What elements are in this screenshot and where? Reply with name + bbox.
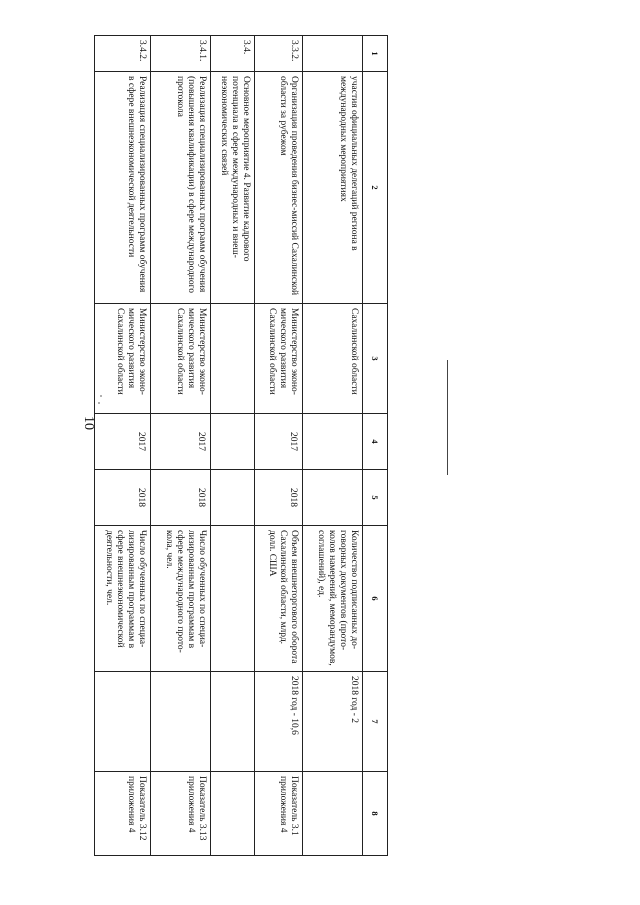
- event-name: Организация проведения бизнес-миссий Сахалинской области за рубежом: [255, 72, 303, 304]
- executor: Министерство экономического развития Сахалинской области: [151, 304, 211, 414]
- table-frame: [102, 35, 388, 855]
- end-year: [211, 470, 255, 526]
- executor: [211, 304, 255, 414]
- start-year: [303, 414, 363, 470]
- indicator-link: [303, 772, 363, 856]
- table-row: [151, 36, 211, 856]
- end-year: 2018: [255, 470, 303, 526]
- end-year: 2018: [151, 470, 211, 526]
- row-number: [303, 36, 363, 72]
- row-number: 3.4.1.: [151, 36, 211, 72]
- table-row: [255, 36, 303, 856]
- page-number: 10: [81, 416, 96, 430]
- row-number: 3.3.2.: [255, 36, 303, 72]
- indicator: Число обученных по специализированным программам в сфере внешнеэкономической деятельности, чел.: [95, 526, 151, 672]
- target-value: 2018 год - 10,6: [255, 672, 303, 772]
- event-name: Основное мероприятие 4. Развитие кадрового потенциала в сфере международных и внешнеэкономических связей: [211, 72, 255, 304]
- header-cell: 7: [363, 672, 388, 772]
- indicator-link: [211, 772, 255, 856]
- executor: Министерство экономического развития Сахалинской области: [95, 304, 151, 414]
- row-number: 3.4.2.: [95, 36, 151, 72]
- indicator-link: Показатель 3.1 приложения 4: [255, 772, 303, 856]
- start-year: 2017: [151, 414, 211, 470]
- end-year: [303, 470, 363, 526]
- header-cell: 5: [363, 470, 388, 526]
- row-number: 3.4.: [211, 36, 255, 72]
- table-row: [211, 36, 255, 856]
- header-cell: 6: [363, 526, 388, 672]
- header-cell: 4: [363, 414, 388, 470]
- executor: Сахалинской области: [303, 304, 363, 414]
- separator-line: [447, 360, 448, 475]
- start-year: 2017: [95, 414, 151, 470]
- indicator-link: Показатель 3.12 приложения 4: [95, 772, 151, 856]
- header-cell: 1: [363, 36, 388, 72]
- indicator: Число обученных по специализированным программам в сфере международного протокола, чел.: [151, 526, 211, 672]
- header-cell: 3: [363, 304, 388, 414]
- target-value: [95, 672, 151, 772]
- event-name: Реализация специализированных программ обучения в сфере внешнеэкономической деятельности: [95, 72, 151, 304]
- end-year: 2018: [95, 470, 151, 526]
- table-row: [303, 36, 363, 856]
- event-name: Реализация специализированных программ обучения (повышения квалификации) в сфере международного протокола: [151, 72, 211, 304]
- header-cell: 8: [363, 772, 388, 856]
- header-cell: 2: [363, 72, 388, 304]
- executor: Министерство экономического развития Сахалинской области: [255, 304, 303, 414]
- event-name: участия официальных делегаций региона в международных мероприятиях: [303, 72, 363, 304]
- start-year: [211, 414, 255, 470]
- indicator: Объем внешнеторгового оборота Сахалинской области, млрд. долл. США: [255, 526, 303, 672]
- table-header-row: [363, 36, 388, 856]
- events-table: [94, 35, 388, 856]
- indicator: Количество подписанных договорных документов (протоколов намерений, меморандумов, соглашений), ед.: [303, 526, 363, 672]
- target-value: [211, 672, 255, 772]
- target-value: 2018 год - 2: [303, 672, 363, 772]
- indicator-link: Показатель 3.13 приложения 4: [151, 772, 211, 856]
- start-year: 2017: [255, 414, 303, 470]
- table-row: [95, 36, 151, 856]
- indicator: [211, 526, 255, 672]
- target-value: [151, 672, 211, 772]
